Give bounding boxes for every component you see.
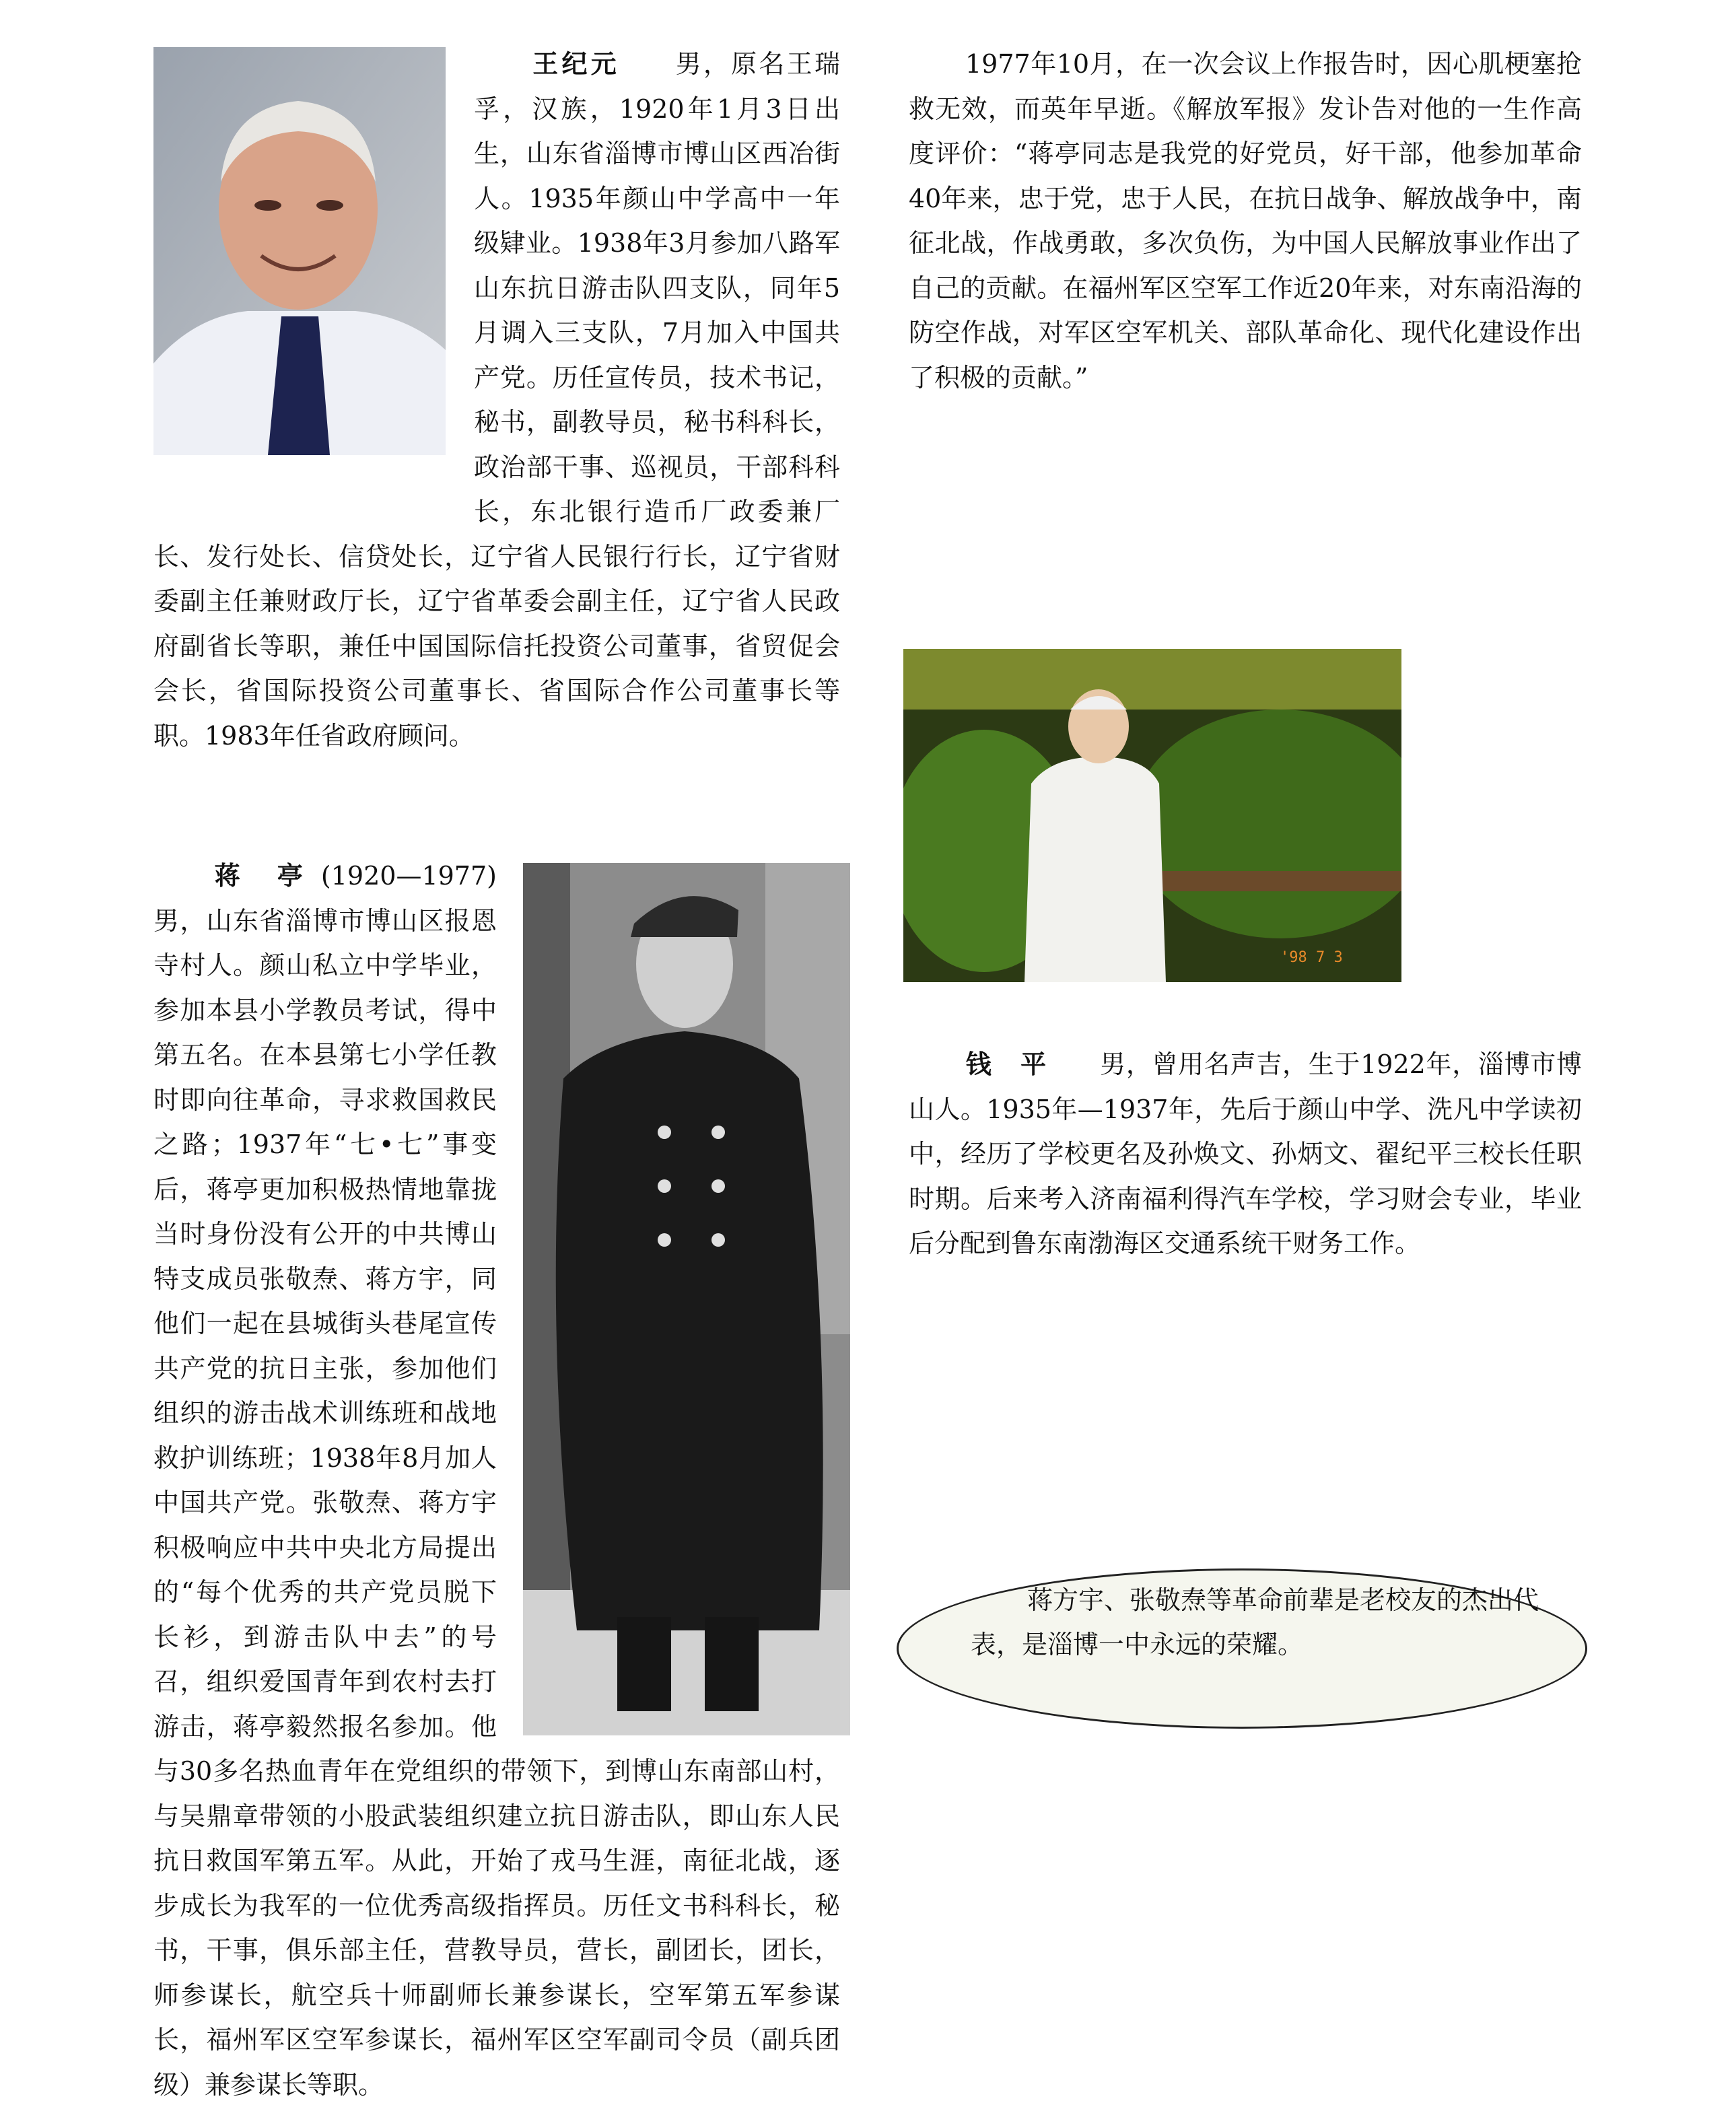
person-years-jiang: (1920—1977) (320, 861, 497, 891)
bio-text-jiang: 男，山东省淄博市博山区报恩寺村人。颜山私立中学毕业，参加本县小学教员考试，得中第五名。在本县第七小学任教时即向往革命，寻求救国救民之路；1937年“七•七”事变后，蒋亭更加积极热情地靠拢当时身份没有公开的中共博山特支成员张敬焘、蒋方宇，同他们一起在县城街头巷尾宣传共产党的抗日主张，参加他们组织的游击战术训练班和战地救护训练班；1938年8月加人中国共产党。张敬焘、蒋方宇积极响应中共中央北方局提出的“每个优秀的共产党员脱下长衫，到游击队中去”的号召，组织爱国青年到农村去打游击，蒋亭毅然报名参加。他与30多名热血青年在党组织的带领下，到博山东南部山村，与吴鼎章带领的小股武装组织建立抗日游击队，即山东人民抗日救国军第五军。从此，开始了戎马生涯，南征北战，逐步成长为我军的一位优秀高级指挥员。历任文书科科长，秘书，干事，俱乐部主任，营教导员，营长，副团长，团长，师参谋长，航空兵十师副师长兼参谋长，空军第五军参谋长，福州军区空军参谋长，福州军区空军副司令员（副兵团级）兼参谋长等职。 (153, 905, 840, 2100)
person-name-wang: 王纪元 (530, 48, 621, 79)
photo-wrap-spacer (497, 854, 840, 1749)
portrait-qian-ping (903, 649, 1401, 982)
bio-text-jiang-obituary: 1977年10月，在一次会议上作报告时，因心肌梗塞抢救无效，而英年早逝。《解放军报》发讣告对他的一生作高度评价：“蒋亭同志是我党的好党员，好干部，他参加革命40年来，忠于党，忠于人民，在抗日战争、解放战争中，南征北战，作战勇敢，多次负伤，为中国人民解放事业作出了自己的贡献。在福州军区空军工作近20年来，对东南沿海的防空作战，对军区空军机关、部队革命化、现代化建设作出了积极的贡献。” (909, 49, 1582, 392)
callout-text-block (971, 1578, 1550, 1667)
person-name-qian: 钱 平 (965, 1049, 1048, 1079)
bio-text-qian: 男，曾用名声吉，生于1922年，淄博市博山人。1935年—1937年，先后于颜山中学、洗凡中学读初中，经历了学校更名及孙焕文、孙炳文、翟纪平三校长任职时期。后来考入济南福利得汽车学校，学习财会专业，毕业后分配到鲁东南渤海区交通系统干财务工作。 (909, 1049, 1582, 1258)
person-name-jiang: 蒋 亭 (210, 860, 309, 891)
photo-date-stamp: '98 7 3 (1280, 949, 1343, 966)
bio-text-wang: 男，原名王瑞孚，汉族，1920年1月3日出生，山东省淄博市博山区西冶街人。1935年颜山中学高中一年级肄业。1938年3月参加八路军山东抗日游击队四支队，同年5月调入三支队，7月加入中国共产党。历任宣传员，技术书记，秘书，副教导员，秘书科科长，政治部干事、巡视员，干部科科长，东北银行造币厂政委兼厂长、发行处长、信贷处长，辽宁省人民银行行长，辽宁省财委副主任兼财政厅长，辽宁省革委会副主任，辽宁省人民政府副省长等职，兼任中国国际信托投资公司董事，省贸促会会长，省国际投资公司董事长、省国际合作公司董事长等职。1983年任省政府顾问。 (153, 49, 840, 751)
callout-text: 蒋方宇、张敬焘等革命前辈是老校友的杰出代表，是淄博一中永远的荣耀。 (971, 1585, 1539, 1659)
photo-wrap-spacer (153, 42, 474, 499)
